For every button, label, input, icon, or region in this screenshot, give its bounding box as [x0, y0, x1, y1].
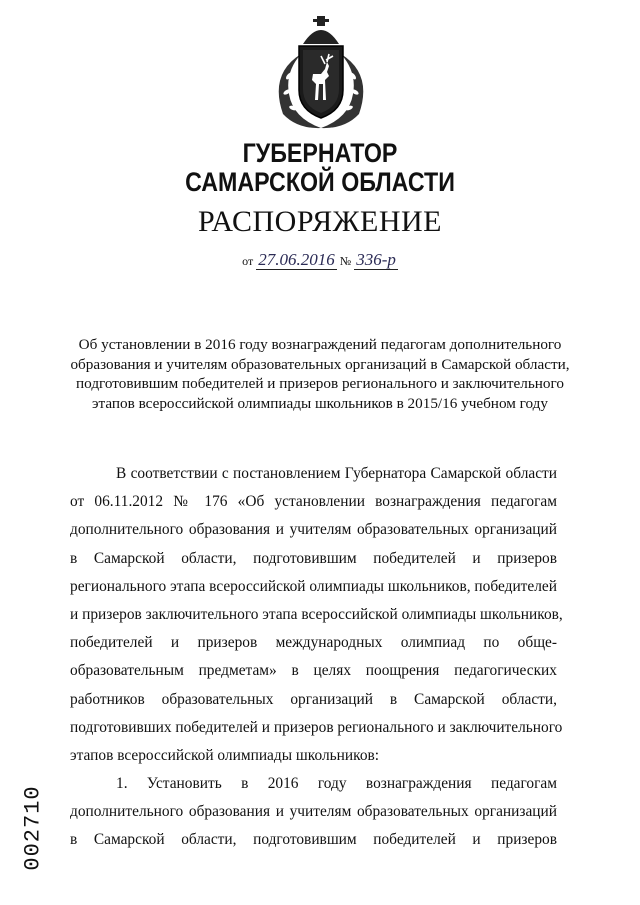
authority-title-line2: САМАРСКОЙ ОБЛАСТИ	[185, 167, 455, 197]
body-line: в Самарской области, подготовившим победителей и призеров	[70, 831, 557, 849]
document-subject	[60, 335, 580, 413]
subject-line: этапов всероссийской олимпиады школьников в 2015/16 учебном году	[92, 394, 548, 412]
body-line: работников образовательных организаций в Самарской области,	[70, 690, 557, 708]
body-line: от 06.11.2012 № 176 «Об установлении вознаграждения педагогам	[70, 493, 557, 511]
document-number: 336-р	[356, 250, 396, 269]
subject-line: подготовившим победителей и призеров регионального и заключительного	[76, 375, 564, 392]
body-line-item-1: 1. Установить в 2016 году вознаграждения педагогам	[116, 775, 557, 793]
coat-of-arms-emblem	[263, 14, 379, 134]
coat-of-arms-icon	[263, 14, 379, 134]
body-line: дополнительного образования и учителям образовательных организаций	[70, 803, 557, 821]
body-line: подготовивших победителей и призеров регионального и заключительного	[70, 718, 563, 736]
body-line: В соответствии с постановлением Губернатора Самарской области	[116, 465, 557, 482]
date-prefix: от	[242, 254, 254, 268]
subject-line: образования и учителям образовательных организаций в Самарской области,	[70, 355, 570, 373]
body-line: в Самарской области, подготовившим победителей и призеров	[70, 549, 557, 567]
number-prefix: №	[339, 254, 352, 268]
body-line: этапов всероссийской олимпиады школьников:	[70, 746, 380, 764]
body-line: регионального этапа всероссийской олимпиады школьников, победителей	[70, 577, 557, 595]
body-line: образовательным предметам» в целях поощрения педагогических	[70, 662, 557, 680]
document-type-title: РАСПОРЯЖЕНИЕ	[197, 205, 443, 238]
authority-title-line1: ГУБЕРНАТОР	[242, 138, 398, 168]
body-line: и призеров заключительного этапа всероссийской олимпиады школьников,	[70, 605, 563, 623]
body-line: дополнительного образования и учителям образовательных организаций	[70, 521, 557, 539]
document-body	[70, 460, 563, 855]
margin-stamp	[8, 778, 58, 878]
date-number-line	[0, 250, 640, 271]
subject-line: Об установлении в 2016 году вознаграждений педагогам дополнительного	[78, 336, 562, 353]
margin-stamp-number: 002710	[20, 785, 46, 871]
body-line: победителей и призеров международных олимпиад по обще-	[70, 634, 557, 652]
document-date: 27.06.2016	[258, 250, 335, 269]
